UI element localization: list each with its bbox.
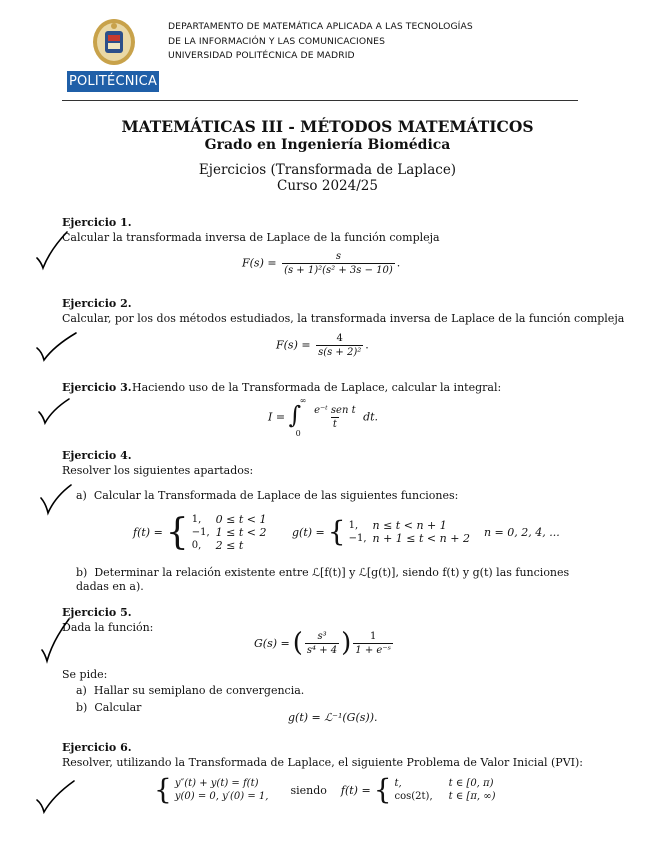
- exercise-4-text: Resolver los siguientes apartados:: [62, 464, 254, 477]
- header-line: DE LA INFORMACIÓN Y LAS COMUNICACIONES: [168, 35, 386, 47]
- exercise-6-heading: Ejercicio 6.: [62, 741, 132, 754]
- header-divider: [62, 100, 578, 101]
- exercise-4-item-a: a) Calcular la Transformada de Laplace de las siguientes funciones:: [76, 489, 459, 502]
- exercise-4-heading: Ejercicio 4.: [62, 449, 132, 462]
- exercise-5-item-b-formula: g(t) = ℒ⁻¹(G(s)).: [288, 711, 378, 724]
- exercise-4-item-b: b) Determinar la relación existente entre ℒ[f(t)] y ℒ[g(t)], siendo f(t) y g(t) las funciones dadas en a).: [76, 566, 570, 593]
- exercise-2-formula: F(s) = $\frac{4}{\text{s(s + 2)²}}$ .: [276, 333, 369, 358]
- exercise-3-heading: Ejercicio 3.: [62, 381, 132, 394]
- check-mark-icon: [38, 616, 72, 664]
- topic-title: Ejercicios (Transformada de Laplace): [198, 162, 457, 178]
- exercise-5-formula: G(s) = ( $\frac{\text{s³}}{\text{s⁴ + 4}}$ ) $\frac{1}{\text{1 + e⁻ˢ}}$: [254, 628, 391, 658]
- politecnica-logo: POLITÉCNICA: [67, 71, 159, 92]
- exercise-4-f-formula: f(t) = { 1, 0 ≤ t < 1 −1, 1 ≤ t < 2 0, 2 ≤ t: [133, 511, 267, 553]
- check-mark-icon: [38, 482, 74, 516]
- header-line: DEPARTAMENTO DE MATEMÁTICA APLICADA A LAS TECNOLOGÍAS: [168, 21, 473, 32]
- check-mark-icon: [34, 778, 76, 816]
- exercise-6-system: { y″(t) + y(t) = f(t) y(0) = 0, y′(0) = 1, siendo f(t) = { t, t ∈ [0, π) cos(2t), t ∈ [π, ∞): [154, 773, 496, 806]
- exercise-5-item-b: b) Calcular: [76, 701, 142, 714]
- exercise-3-text: Haciendo uso de la Transformada de Laplace, calcular la integral:: [132, 381, 502, 394]
- course-title: Curso 2024/25: [277, 178, 378, 194]
- exercise-5-text: Dada la función:: [62, 621, 154, 634]
- degree-title: Grado en Ingeniería Biomédica: [204, 137, 451, 153]
- exercise-5-heading: Ejercicio 5.: [62, 606, 132, 619]
- check-mark-icon: [34, 330, 78, 364]
- department-header: [168, 20, 473, 64]
- exercise-4-g-formula: g(t) = { 1, n ≤ t < n + 1 −1, n + 1 ≤ t < n + 2 n = 0, 2, 4, ...: [292, 515, 560, 548]
- exercise-1-heading: Ejercicio 1.: [62, 216, 132, 229]
- university-crest: [92, 18, 136, 66]
- exercise-5-se-pide: Se pide:: [62, 668, 108, 681]
- exercise-6-text: Resolver, utilizando la Transformada de Laplace, el siguiente Problema de Valor Inicial (PVI):: [62, 756, 583, 769]
- header-line: UNIVERSIDAD POLITÉCNICA DE MADRID: [168, 50, 355, 61]
- exercise-2-text: Calcular, por los dos métodos estudiados, la transformada inversa de Laplace de la función compleja: [62, 312, 625, 325]
- exercise-3-formula: I = ∫ ∞ 0 $\frac{\text{e⁻ᵗ sen t}}{t}$ dt.: [268, 396, 379, 438]
- exercise-5-item-a: a) Hallar su semiplano de convergencia.: [76, 684, 305, 697]
- page-title: MATEMÁTICAS III - MÉTODOS MATEMÁTICOS: [121, 117, 534, 136]
- exercise-1-text: Calcular la transformada inversa de Laplace de la función compleja: [62, 231, 440, 244]
- exercise-2-heading: Ejercicio 2.: [62, 297, 132, 310]
- exercise-1-formula: F(s) = $\frac{s}{\text{(s + 1)²(s² + 3s − 10)}}$ .: [242, 251, 401, 276]
- check-mark-icon: [34, 228, 70, 272]
- check-mark-icon: [36, 396, 72, 426]
